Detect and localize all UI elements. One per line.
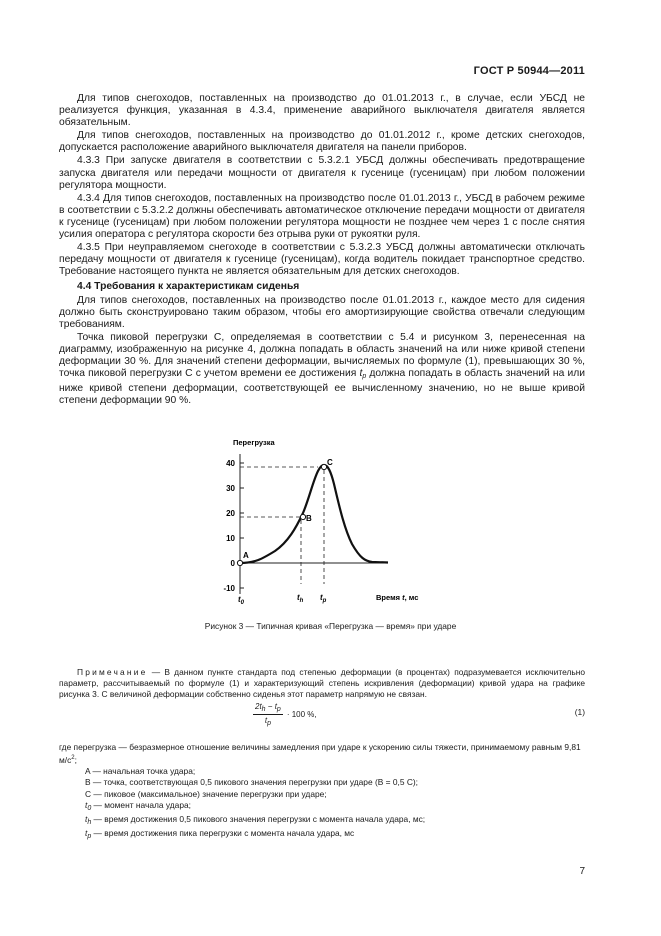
paragraph: Для типов снегоходов, поставленных на производство после 01.01.2013 г., каждое место для сидения должно быть сконструировано таким образом, чтобы его амортизирующие свойства отвечали следующим требованиям. — [59, 294, 585, 330]
formula-fraction: $\frac{2th - tp}{tp}$ — [255, 702, 281, 727]
point-b-marker — [300, 514, 305, 519]
definition-item: A — начальная точка удара; — [85, 766, 196, 777]
y-tick-label: 0 — [230, 559, 235, 568]
formula-numerator: 2t — [255, 702, 262, 711]
point-b-label — [306, 514, 312, 523]
y-tick-label: -10 — [223, 584, 235, 593]
overload-time-chart — [200, 432, 470, 604]
paragraph: 4.3.5 При неуправляемом снегоходе в соответствии с 5.3.2.3 УБСД должны автоматически отключать передачу мощности от двигателя к гусенице (гусеницам), когда водитель покидает транспортное средство. Требование настоящего пункта не является обязательным для детских снегоходов. — [59, 242, 585, 278]
figure-caption: Рисунок 3 — Типичная кривая «Перегрузка — время» при ударе — [204, 621, 457, 631]
paragraph: Для типов снегоходов, поставленных на производство до 01.01.2012 г., кроме детских снегоходов, допускается расположение аварийного выключателя двигателя на панели приборов. — [59, 130, 585, 154]
y-tick-label: 20 — [226, 509, 235, 518]
overload-curve — [240, 465, 388, 563]
paragraph-text: Точка пиковой перегрузки С, определяемая в соответствии с 5.4 и рисунком 3, перенесенная на диаграмму, изображенную на рисунке 4, должна попадать в область значений на или ниже кривой степени деформации 30 %. Для значений степени деформации, вычисляемых по формуле (1), превышающих 30 %, точка пиковой перегрузки С с учетом времени ее достижения — [59, 331, 585, 380]
definition-item: $t_h$ — время достижения 0,5 пикового значения перегрузки с момента начала удара, мс; — [85, 814, 426, 827]
body-text — [59, 93, 585, 408]
paragraph: Для типов снегоходов, поставленных на производство до 01.01.2013 г., в случае, если УБСД не реализуется функция, указанная в 4.3.4, применение аварийного выключателя двигателя является обязательным. — [59, 93, 585, 129]
point-c-label — [327, 458, 333, 467]
note-text: — В данном пункте стандарта под степенью деформации (в процентах) подразумевается исключительно параметр, рассчитываемый по формуле (1) и характеризующий степень искривления (деформации) кривой удара на графике рисунка 3. С величиной деформации собственно сиденья этот параметр напрямую не связан. — [59, 667, 585, 699]
y-axis-title — [233, 438, 275, 447]
y-tick-label: 10 — [226, 534, 235, 543]
definition-item: $t_p$ — время достижения пика перегрузки с момента начала удара, мс — [85, 828, 355, 841]
definition-item: $t_0$ — момент начала удара; — [85, 799, 191, 812]
x-tick-label-th — [297, 593, 304, 604]
point-a-marker — [237, 560, 242, 565]
point-c-marker — [321, 464, 326, 469]
section-heading: 4.4 Требования к характеристикам сиденья — [77, 281, 300, 293]
formula-number: (1) — [574, 707, 585, 717]
note — [59, 667, 585, 700]
x-axis-title — [376, 593, 418, 602]
page-number: 7 — [579, 866, 585, 877]
svg-text:th: $t_h$ — [297, 593, 304, 604]
note-label: Примечание — [77, 667, 148, 677]
svg-text:A: A — [243, 551, 249, 560]
paragraph: 4.3.4 Для типов снегоходов, поставленных на производство после 01.01.2013 г., УБСД в рабочем режиме в соответствии с 5.3.2.2 должны обеспечивать автоматическое отключение передачи мощности от двигателя к гусенице (гусеницам) при любом положении регулятора мощности не позднее чем через 1 с после снятия усилия оператора с регулятора скорости без отрыва руки от рукоятки руля. — [59, 192, 585, 241]
svg-text:Время t, мс: Время t, мс — [376, 593, 419, 602]
document-header: ГОСТ Р 50944—2011 — [473, 65, 585, 77]
svg-text:tp: $t_p$ — [320, 593, 327, 604]
svg-text:t0: $t_0$ — [238, 595, 245, 604]
formula-minus: − t — [265, 702, 277, 711]
paragraph-text-tail: должна попадать в область значений на или ниже кривой степени деформации, соответствующей ее вычисленному значению, но не выше кривой степени деформации 90 %. — [59, 368, 585, 407]
definition-item: C — пиковое (максимальное) значение перегрузки при ударе; — [85, 788, 327, 799]
paragraph: 4.3.3 При запуске двигателя в соответствии с 5.3.2.1 УБСД должны обеспечивать предотвращение запуска двигателя или передачи мощности от двигателя к гусенице (гусеницам) при любом положении регулятора мощности. — [59, 155, 585, 191]
formula — [253, 702, 317, 727]
definition-item: B — точка, соответствующая 0,5 пикового значения перегрузки при ударе (B = 0,5 C); — [85, 777, 419, 788]
point-a-label — [243, 551, 249, 560]
definition-item: где перегрузка — безразмерное отношение величины замедления при ударе к ускорению силы тяжести, принимаемому равным 9,81 $м/с^2$; — [59, 742, 581, 765]
paragraph: Точка пиковой перегрузки С, определяемая в соответствии с 5.4 и рисунком 3, перенесенная на диаграмму, изображенную на рисунке 4, должна попадать в область значений на или ниже кривой степени деформации 30 %. Для значений степени деформации, вычисляемых по формуле (1), превышающих 30 %, точка пиковой перегрузки С с учетом времени ее достижения $t_p$ должна попадать в область значений на или ниже кривой степени деформации, соответствующей ее вычисленному значению, но не выше кривой степени деформации 90 %. — [59, 331, 585, 407]
svg-text:B: B — [306, 514, 312, 523]
formula-multiplier: · 100 %, — [286, 710, 317, 719]
x-tick-label-t0 — [238, 595, 245, 604]
definitions-list — [59, 742, 585, 842]
svg-text:Перегрузка: Перегрузка — [233, 438, 275, 447]
svg-text:C: C — [327, 458, 333, 467]
y-tick-label: 30 — [226, 484, 235, 493]
y-tick-label: 40 — [226, 459, 235, 468]
x-tick-label-tp — [320, 593, 327, 604]
